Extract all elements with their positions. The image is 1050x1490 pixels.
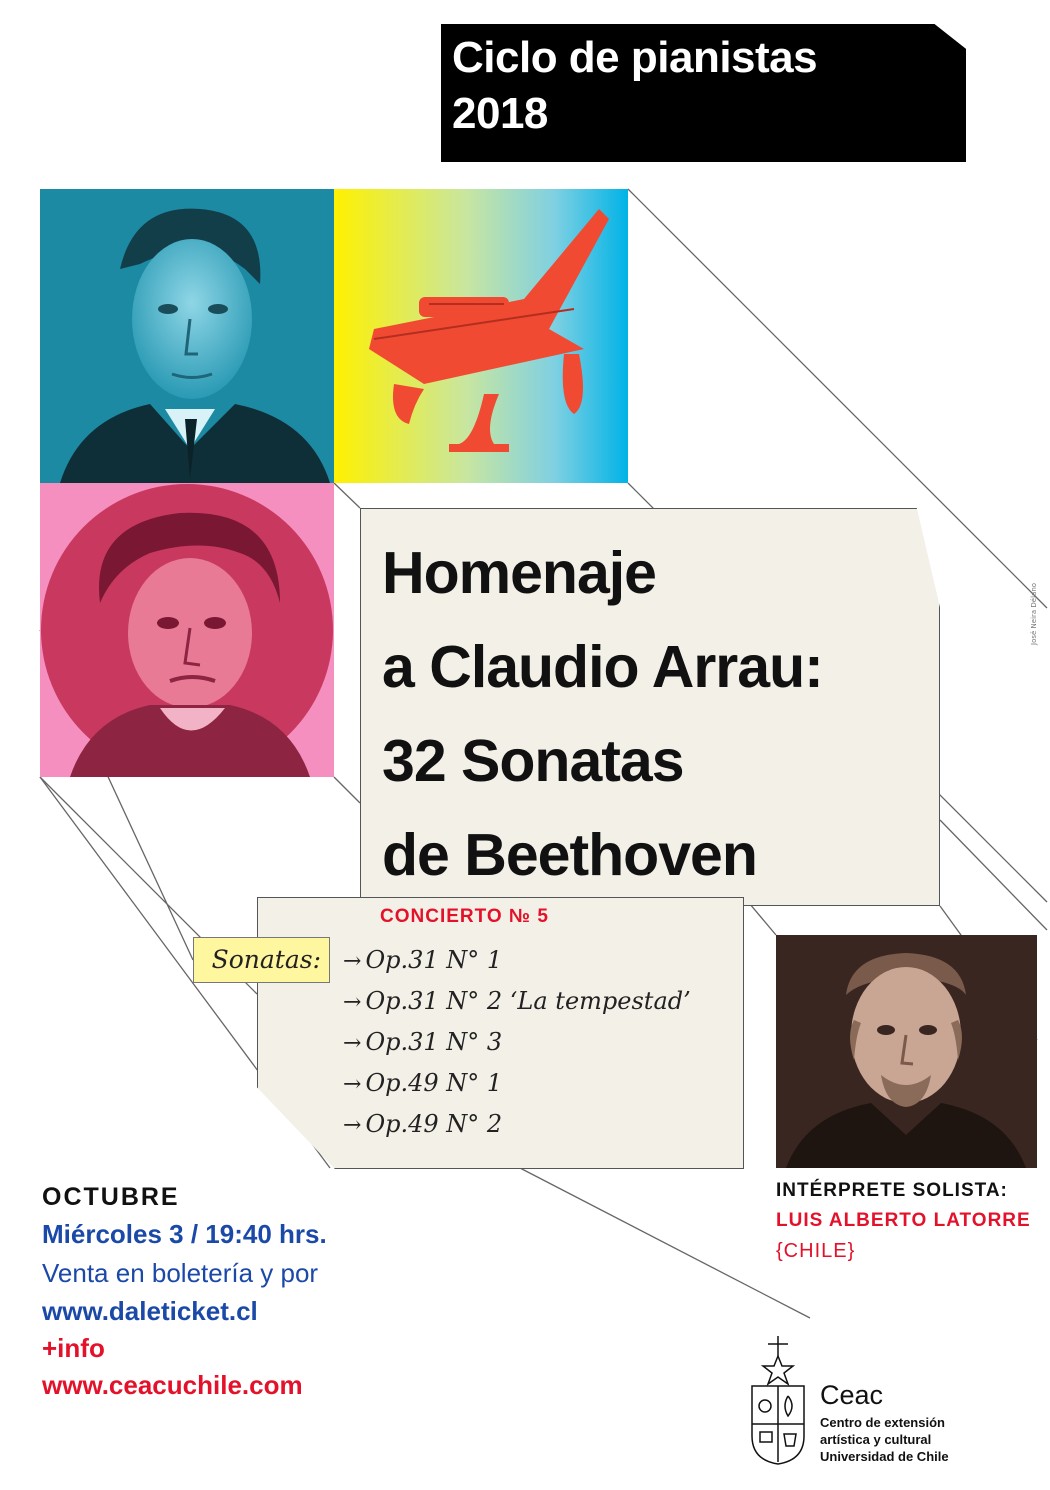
title-line2: a Claudio Arrau:: [382, 634, 823, 700]
sonata-item-label: Op.31 N° 2 ‘La tempestad’: [365, 987, 691, 1015]
sonata-item-label: Op.31 N° 1: [365, 946, 503, 974]
soloist-photo: [776, 935, 1037, 1168]
title-line3: 32 Sonatas: [382, 728, 684, 794]
event-info: [42, 1180, 327, 1404]
ticket-sale-text: Venta en boletería y por: [42, 1258, 319, 1288]
event-month: OCTUBRE: [42, 1183, 180, 1211]
arrow-right-icon: →: [343, 1072, 362, 1097]
logo-subtitle-line3: Universidad de Chile: [820, 1449, 949, 1464]
logo-subtitle-line2: artística y cultural: [820, 1432, 932, 1447]
event-date-time: Miércoles 3 / 19:40 hrs.: [42, 1219, 327, 1249]
logo-subtitle-line1: Centro de extensión: [820, 1415, 945, 1430]
sonata-item-label: Op.49 N° 2: [365, 1110, 503, 1138]
soloist-label: INTÉRPRETE SOLISTA:: [776, 1180, 1008, 1201]
series-title-line1: Ciclo de pianistas: [452, 33, 818, 82]
sonata-list: [343, 940, 691, 1145]
arrow-right-icon: →: [343, 1113, 362, 1138]
series-year: 2018: [452, 89, 548, 138]
arrow-right-icon: →: [343, 990, 362, 1015]
more-info-label: +info: [42, 1333, 105, 1363]
soloist-name: LUIS ALBERTO LATORRE: [776, 1210, 1031, 1231]
portrait-arrau-image: [40, 189, 334, 483]
sonata-item-label: Op.49 N° 1: [365, 1069, 503, 1097]
university-emblem-icon: [748, 1336, 808, 1466]
concert-number-label: CONCIERTO № 5: [380, 906, 549, 927]
concert-title: [382, 526, 823, 902]
portrait-beethoven-image: [40, 483, 334, 777]
piano-image: [334, 189, 628, 483]
sonata-item-label: Op.31 N° 3: [365, 1028, 503, 1056]
title-line1: Homenaje: [382, 540, 656, 606]
title-line4: de Beethoven: [382, 822, 757, 888]
series-title: [452, 30, 817, 142]
logo-name: Ceac: [820, 1380, 884, 1410]
sonata-item: [343, 1063, 691, 1104]
info-link[interactable]: www.ceacuchile.com: [42, 1370, 303, 1400]
sonatas-label: Sonatas:: [193, 937, 330, 983]
sonata-item: [343, 1022, 691, 1063]
arrow-right-icon: →: [343, 949, 362, 974]
arrow-right-icon: →: [343, 1031, 362, 1056]
sonata-item: [343, 981, 691, 1022]
sonata-item: [343, 940, 691, 981]
sonata-item: [343, 1104, 691, 1145]
ticket-link[interactable]: www.daleticket.cl: [42, 1296, 258, 1326]
photo-credit: José Neira Délano: [1030, 582, 1038, 645]
logo-subtitle: [820, 1414, 949, 1465]
soloist-country: {CHILE}: [776, 1240, 856, 1262]
